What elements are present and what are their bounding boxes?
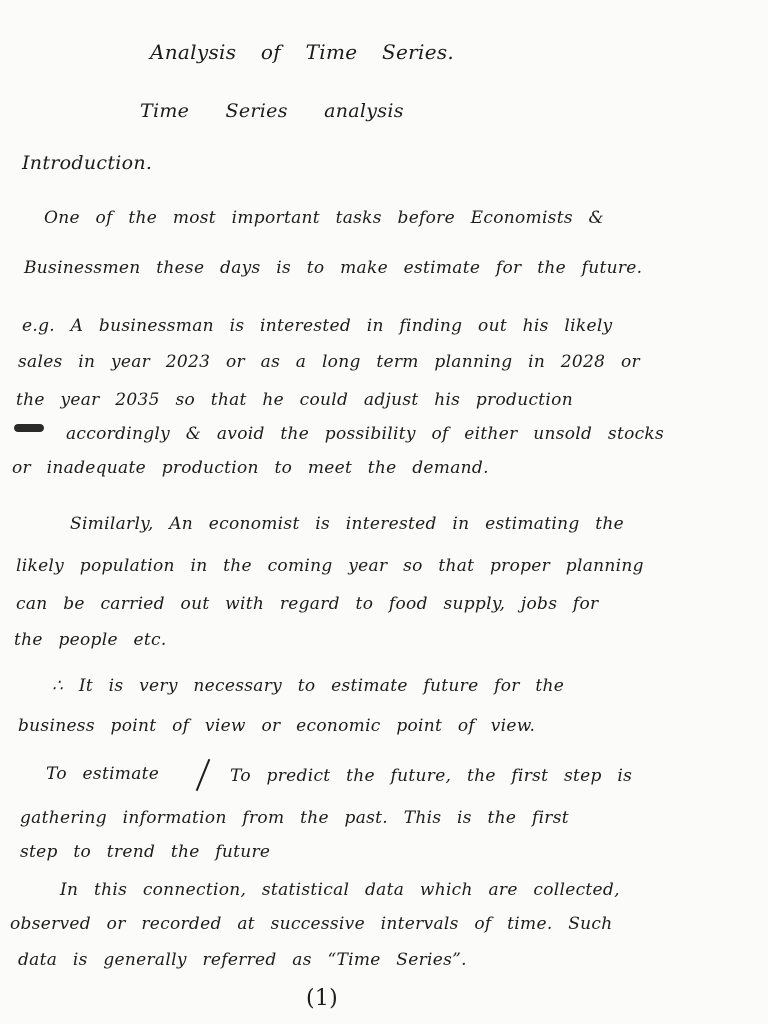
- text-line: can be carried out with regard to food supply, jobs for: [16, 594, 599, 614]
- text-line: To estimate: [46, 764, 160, 784]
- text-line: data is generally referred as “Time Series”.: [18, 950, 467, 970]
- text-line: the people etc.: [14, 630, 167, 650]
- text-line: gathering information from the past. This is the first: [20, 808, 569, 828]
- page-title: Analysis of Time Series.: [150, 40, 455, 64]
- text-line: To predict the future, the first step is: [230, 766, 633, 786]
- text-line: step to trend the future: [20, 842, 271, 862]
- slash-mark: [196, 759, 211, 791]
- text-line: accordingly & avoid the possibility of either unsold stocks: [66, 424, 665, 444]
- text-line: Similarly, An economist is interested in estimating the: [70, 514, 624, 534]
- text-line: In this connection, statistical data which are collected,: [60, 880, 620, 900]
- text-line: Businessmen these days is to make estimate for the future.: [24, 258, 643, 278]
- text-line: likely population in the coming year so that proper planning: [16, 556, 644, 576]
- page-subtitle: Time Series analysis: [140, 100, 404, 122]
- text-line: One of the most important tasks before Economists &: [44, 208, 604, 228]
- page-number: (1): [306, 986, 339, 1011]
- text-line: or inadequate production to meet the demand.: [12, 458, 489, 478]
- text-line: the year 2035 so that he could adjust his production: [16, 390, 573, 410]
- text-line: business point of view or economic point of view.: [18, 716, 536, 736]
- text-line: observed or recorded at successive intervals of time. Such: [10, 914, 613, 934]
- text-line: sales in year 2023 or as a long term planning in 2028 or: [18, 352, 640, 372]
- section-heading: Introduction.: [22, 152, 153, 174]
- text-line: ∴ It is very necessary to estimate future for the: [52, 676, 565, 696]
- scribble-mark: [14, 424, 44, 432]
- text-line: e.g. A businessman is interested in finding out his likely: [22, 316, 613, 336]
